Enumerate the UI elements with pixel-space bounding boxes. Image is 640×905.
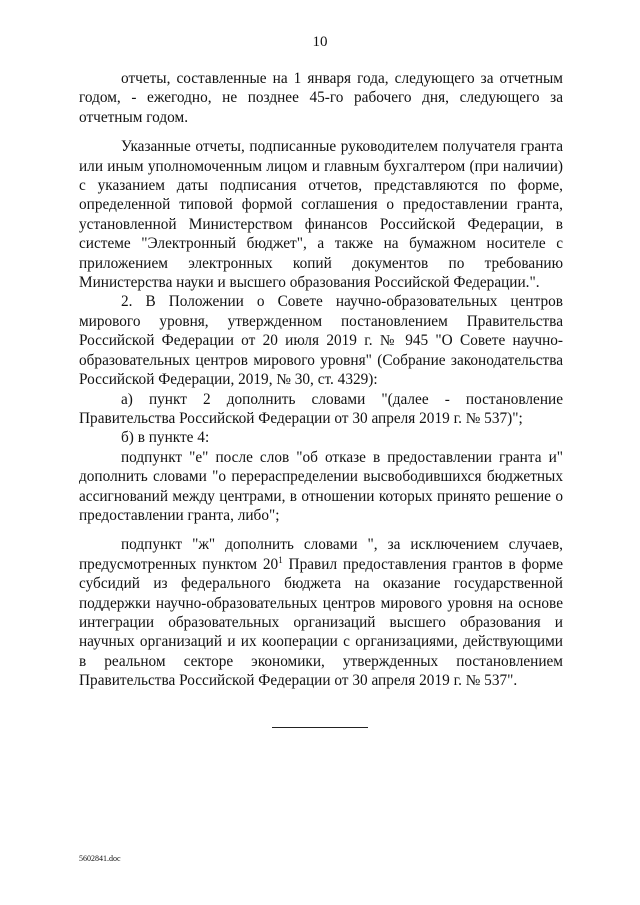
paragraph-item-a: а) пункт 2 дополнить словами "(далее - постановление Правительства Российской Федерации от 30 апреля 2019 г. № 537)"; bbox=[79, 390, 563, 427]
end-separator-line bbox=[272, 727, 368, 728]
paragraph-subitem-e: подпункт "е" после слов "об отказе в предоставлении гранта и" дополнить словами "о перераспределении высвободившихся бюджетных ассигнований между центрами, в отношении которых принято решение о предоставлении гранта, либо"; bbox=[79, 448, 563, 524]
paragraph-subitem-zh bbox=[79, 535, 563, 690]
document-body bbox=[79, 69, 563, 691]
subitem-zh-text-end: Правил предоставления грантов в форме субсидий из федерального бюджета на оказание государственной поддержки научно-образовательных центров мирового уровня на основе интеграции образовательных организаций высшего образования и научных организаций и их кооперации с организациями, действующими в реальном секторе экономики, утвержденных постановлением Правительства Российской Федерации от 30 апреля 2019 г. № 537". bbox=[79, 555, 563, 690]
paragraph-reports-deadline: отчеты, составленные на 1 января года, следующего за отчетным годом, - ежегодно, не позднее 45-го рабочего дня, следующего за отчетным годом. bbox=[79, 70, 563, 126]
subitem-zh-text-start: подпункт "ж" дополнить словами ", за исключением случаев, предусмотренных пунктом 20 bbox=[79, 536, 563, 573]
paragraph-reports-signed: Указанные отчеты, подписанные руководителем получателя гранта или иным уполномоченным лицом и главным бухгалтером (при наличии) с указанием даты подписания отчетов, представляются по форме, определенной типовой формой соглашения о предоставлении гранта, установленной Министерством финансов Российской Федерации, в системе "Электронный бюджет", а также на бумажном носителе с приложением электронных копий документов по требованию Министерства науки и высшего образования Российской Федерации.". bbox=[79, 138, 563, 292]
page-number: 10 bbox=[312, 34, 328, 50]
file-name-footer: 5602841.doc bbox=[79, 854, 121, 863]
paragraph-item-b: б) в пункте 4: bbox=[121, 429, 210, 447]
superscript-index: 1 bbox=[278, 554, 283, 565]
paragraph-council-regulation: 2. В Положении о Совете научно-образовательных центров мирового уровня, утвержденном постановлением Правительства Российской Федерации от 20 июля 2019 г. № 945 "О Совете научно-образовательных центров мирового уровня" (Собрание законодательства Российской Федерации, 2019, № 30, ст. 4329): bbox=[79, 293, 563, 389]
